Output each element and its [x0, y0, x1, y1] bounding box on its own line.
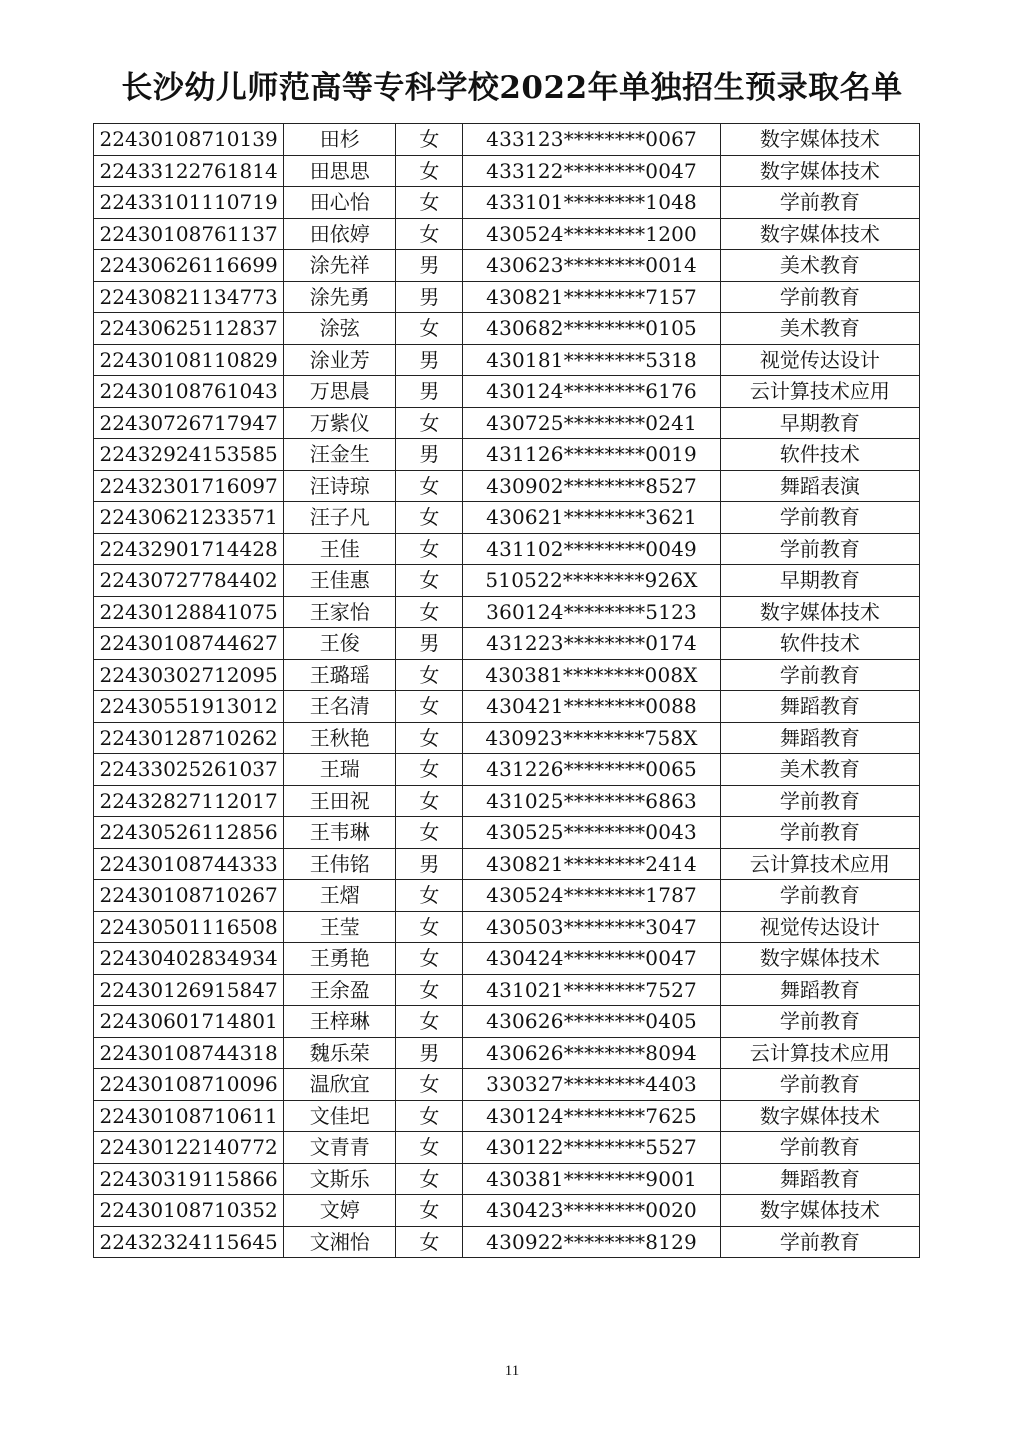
table-row: [94, 470, 920, 502]
student-name-cell: 涂业芳: [284, 344, 396, 376]
gender-cell: 女: [396, 1226, 463, 1258]
exam-number-cell: 22430108710352: [94, 1195, 284, 1227]
major-cell: 云计算技术应用: [720, 848, 919, 880]
exam-number-cell: 22430108761043: [94, 376, 284, 408]
student-name-cell: 王田祝: [284, 785, 396, 817]
id-card-cell: 430922********8129: [463, 1226, 720, 1258]
gender-cell: 女: [396, 785, 463, 817]
student-name-cell: 万思晨: [284, 376, 396, 408]
student-name-cell: 王璐瑶: [284, 659, 396, 691]
major-cell: 学前教育: [720, 502, 919, 534]
id-card-cell: 433101********1048: [463, 187, 720, 219]
gender-cell: 女: [396, 754, 463, 786]
table-row: [94, 218, 920, 250]
id-card-cell: 430423********0020: [463, 1195, 720, 1227]
major-cell: 舞蹈表演: [720, 470, 919, 502]
major-cell: 学前教育: [720, 659, 919, 691]
exam-number-cell: 22430402834934: [94, 943, 284, 975]
major-cell: 美术教育: [720, 313, 919, 345]
major-cell: 视觉传达设计: [720, 344, 919, 376]
table-row: [94, 1132, 920, 1164]
student-name-cell: 文湘怡: [284, 1226, 396, 1258]
exam-number-cell: 22432901714428: [94, 533, 284, 565]
major-cell: 云计算技术应用: [720, 1037, 919, 1069]
major-cell: 学前教育: [720, 1069, 919, 1101]
gender-cell: 女: [396, 407, 463, 439]
document-title: 长沙幼儿师范高等专科学校2022年单独招生预录取名单: [121, 70, 903, 106]
exam-number-cell: 22430108110829: [94, 344, 284, 376]
major-cell: 学前教育: [720, 880, 919, 912]
exam-number-cell: 22430821134773: [94, 281, 284, 313]
major-cell: 学前教育: [720, 1006, 919, 1038]
student-name-cell: 王家怡: [284, 596, 396, 628]
table-row: [94, 1226, 920, 1258]
major-cell: 美术教育: [720, 754, 919, 786]
exam-number-cell: 22432827112017: [94, 785, 284, 817]
id-card-cell: 430524********1200: [463, 218, 720, 250]
major-cell: 舞蹈教育: [720, 974, 919, 1006]
id-card-cell: 430725********0241: [463, 407, 720, 439]
table-row: [94, 124, 920, 156]
table-row: [94, 250, 920, 282]
table-row: [94, 691, 920, 723]
id-card-cell: 430421********0088: [463, 691, 720, 723]
table-row: [94, 911, 920, 943]
id-card-cell: 430923********758X: [463, 722, 720, 754]
gender-cell: 男: [396, 250, 463, 282]
major-cell: 学前教育: [720, 785, 919, 817]
id-card-cell: 430424********0047: [463, 943, 720, 975]
id-card-cell: 430524********1787: [463, 880, 720, 912]
id-card-cell: 430122********5527: [463, 1132, 720, 1164]
id-card-cell: 430623********0014: [463, 250, 720, 282]
gender-cell: 女: [396, 691, 463, 723]
id-card-cell: 431126********0019: [463, 439, 720, 471]
exam-number-cell: 22430526112856: [94, 817, 284, 849]
table-row: [94, 1195, 920, 1227]
gender-cell: 女: [396, 817, 463, 849]
major-cell: 数字媒体技术: [720, 1100, 919, 1132]
exam-number-cell: 22432324115645: [94, 1226, 284, 1258]
exam-number-cell: 22430601714801: [94, 1006, 284, 1038]
table-row: [94, 565, 920, 597]
table-row: [94, 722, 920, 754]
student-name-cell: 温欣宜: [284, 1069, 396, 1101]
id-card-cell: 433123********0067: [463, 124, 720, 156]
table-row: [94, 596, 920, 628]
student-name-cell: 涂弦: [284, 313, 396, 345]
table-row: [94, 1006, 920, 1038]
major-cell: 数字媒体技术: [720, 155, 919, 187]
table-row: [94, 187, 920, 219]
gender-cell: 女: [396, 218, 463, 250]
exam-number-cell: 22430621233571: [94, 502, 284, 534]
table-row: [94, 628, 920, 660]
student-name-cell: 田心怡: [284, 187, 396, 219]
table-row: [94, 1069, 920, 1101]
table-row: [94, 155, 920, 187]
exam-number-cell: 22430727784402: [94, 565, 284, 597]
id-card-cell: 510522********926X: [463, 565, 720, 597]
student-name-cell: 文佳圯: [284, 1100, 396, 1132]
exam-number-cell: 22432301716097: [94, 470, 284, 502]
gender-cell: 男: [396, 281, 463, 313]
id-card-cell: 430124********7625: [463, 1100, 720, 1132]
exam-number-cell: 22430108744318: [94, 1037, 284, 1069]
student-name-cell: 汪子凡: [284, 502, 396, 534]
major-cell: 数字媒体技术: [720, 1195, 919, 1227]
id-card-cell: 430626********8094: [463, 1037, 720, 1069]
gender-cell: 女: [396, 722, 463, 754]
gender-cell: 女: [396, 124, 463, 156]
student-name-cell: 文青青: [284, 1132, 396, 1164]
id-card-cell: 430525********0043: [463, 817, 720, 849]
gender-cell: 女: [396, 943, 463, 975]
table-row: [94, 533, 920, 565]
major-cell: 数字媒体技术: [720, 124, 919, 156]
major-cell: 学前教育: [720, 187, 919, 219]
table-row: [94, 848, 920, 880]
table-row: [94, 407, 920, 439]
gender-cell: 女: [396, 565, 463, 597]
exam-number-cell: 22430128710262: [94, 722, 284, 754]
table-row: [94, 785, 920, 817]
gender-cell: 女: [396, 880, 463, 912]
gender-cell: 女: [396, 155, 463, 187]
table-row: [94, 880, 920, 912]
gender-cell: 女: [396, 1100, 463, 1132]
id-card-cell: 430821********2414: [463, 848, 720, 880]
student-name-cell: 汪诗琼: [284, 470, 396, 502]
major-cell: 视觉传达设计: [720, 911, 919, 943]
gender-cell: 女: [396, 1006, 463, 1038]
id-card-cell: 431102********0049: [463, 533, 720, 565]
id-card-cell: 430181********5318: [463, 344, 720, 376]
gender-cell: 女: [396, 1132, 463, 1164]
gender-cell: 女: [396, 1163, 463, 1195]
major-cell: 学前教育: [720, 1132, 919, 1164]
major-cell: 舞蹈教育: [720, 1163, 919, 1195]
table-row: [94, 502, 920, 534]
exam-number-cell: 22430625112837: [94, 313, 284, 345]
student-name-cell: 王俊: [284, 628, 396, 660]
student-name-cell: 王梓琳: [284, 1006, 396, 1038]
student-name-cell: 汪金生: [284, 439, 396, 471]
major-cell: 美术教育: [720, 250, 919, 282]
exam-number-cell: 22430126915847: [94, 974, 284, 1006]
id-card-cell: 431223********0174: [463, 628, 720, 660]
gender-cell: 男: [396, 628, 463, 660]
gender-cell: 女: [396, 1069, 463, 1101]
id-card-cell: 430626********0405: [463, 1006, 720, 1038]
major-cell: 数字媒体技术: [720, 218, 919, 250]
table-row: [94, 974, 920, 1006]
student-name-cell: 王佳: [284, 533, 396, 565]
id-card-cell: 430381********008X: [463, 659, 720, 691]
gender-cell: 女: [396, 659, 463, 691]
student-name-cell: 王佳惠: [284, 565, 396, 597]
table-row: [94, 313, 920, 345]
gender-cell: 男: [396, 344, 463, 376]
student-name-cell: 王名清: [284, 691, 396, 723]
major-cell: 软件技术: [720, 439, 919, 471]
gender-cell: 女: [396, 596, 463, 628]
exam-number-cell: 22430128841075: [94, 596, 284, 628]
student-name-cell: 文婷: [284, 1195, 396, 1227]
student-name-cell: 王熠: [284, 880, 396, 912]
id-card-cell: 430682********0105: [463, 313, 720, 345]
table-row: [94, 439, 920, 471]
table-row: [94, 281, 920, 313]
table-row: [94, 376, 920, 408]
gender-cell: 女: [396, 974, 463, 1006]
student-name-cell: 田依婷: [284, 218, 396, 250]
gender-cell: 女: [396, 533, 463, 565]
id-card-cell: 430381********9001: [463, 1163, 720, 1195]
exam-number-cell: 22430108761137: [94, 218, 284, 250]
student-name-cell: 王韦琳: [284, 817, 396, 849]
exam-number-cell: 22430108710096: [94, 1069, 284, 1101]
exam-number-cell: 22430319115866: [94, 1163, 284, 1195]
gender-cell: 女: [396, 502, 463, 534]
id-card-cell: 360124********5123: [463, 596, 720, 628]
admission-table: [93, 123, 920, 1258]
gender-cell: 女: [396, 911, 463, 943]
major-cell: 数字媒体技术: [720, 596, 919, 628]
exam-number-cell: 22430501116508: [94, 911, 284, 943]
gender-cell: 男: [396, 439, 463, 471]
major-cell: 学前教育: [720, 533, 919, 565]
exam-number-cell: 22430108744627: [94, 628, 284, 660]
student-name-cell: 魏乐荣: [284, 1037, 396, 1069]
gender-cell: 男: [396, 848, 463, 880]
student-name-cell: 田杉: [284, 124, 396, 156]
id-card-cell: 430124********6176: [463, 376, 720, 408]
major-cell: 学前教育: [720, 281, 919, 313]
id-card-cell: 431226********0065: [463, 754, 720, 786]
table-row: [94, 1100, 920, 1132]
student-name-cell: 文斯乐: [284, 1163, 396, 1195]
id-card-cell: 433122********0047: [463, 155, 720, 187]
student-name-cell: 涂先勇: [284, 281, 396, 313]
exam-number-cell: 22430626116699: [94, 250, 284, 282]
exam-number-cell: 22433025261037: [94, 754, 284, 786]
table-row: [94, 344, 920, 376]
exam-number-cell: 22433101110719: [94, 187, 284, 219]
id-card-cell: 430621********3621: [463, 502, 720, 534]
exam-number-cell: 22430726717947: [94, 407, 284, 439]
page-number: 11: [504, 1363, 520, 1379]
major-cell: 舞蹈教育: [720, 691, 919, 723]
exam-number-cell: 22433122761814: [94, 155, 284, 187]
student-name-cell: 王余盈: [284, 974, 396, 1006]
table-row: [94, 754, 920, 786]
student-name-cell: 王伟铭: [284, 848, 396, 880]
major-cell: 学前教育: [720, 817, 919, 849]
major-cell: 云计算技术应用: [720, 376, 919, 408]
major-cell: 数字媒体技术: [720, 943, 919, 975]
student-name-cell: 涂先祥: [284, 250, 396, 282]
gender-cell: 男: [396, 1037, 463, 1069]
gender-cell: 女: [396, 1195, 463, 1227]
student-name-cell: 王秋艳: [284, 722, 396, 754]
student-name-cell: 王莹: [284, 911, 396, 943]
gender-cell: 女: [396, 470, 463, 502]
exam-number-cell: 22430108710139: [94, 124, 284, 156]
exam-number-cell: 22430551913012: [94, 691, 284, 723]
id-card-cell: 431025********6863: [463, 785, 720, 817]
table-row: [94, 817, 920, 849]
table-row: [94, 1037, 920, 1069]
exam-number-cell: 22430302712095: [94, 659, 284, 691]
id-card-cell: 430821********7157: [463, 281, 720, 313]
exam-number-cell: 22430122140772: [94, 1132, 284, 1164]
major-cell: 早期教育: [720, 565, 919, 597]
id-card-cell: 431021********7527: [463, 974, 720, 1006]
gender-cell: 男: [396, 376, 463, 408]
major-cell: 学前教育: [720, 1226, 919, 1258]
major-cell: 软件技术: [720, 628, 919, 660]
major-cell: 舞蹈教育: [720, 722, 919, 754]
student-name-cell: 田思思: [284, 155, 396, 187]
id-card-cell: 330327********4403: [463, 1069, 720, 1101]
id-card-cell: 430902********8527: [463, 470, 720, 502]
admission-table-body: [94, 124, 920, 1258]
exam-number-cell: 22430108710611: [94, 1100, 284, 1132]
gender-cell: 女: [396, 313, 463, 345]
major-cell: 早期教育: [720, 407, 919, 439]
exam-number-cell: 22430108744333: [94, 848, 284, 880]
student-name-cell: 王瑞: [284, 754, 396, 786]
id-card-cell: 430503********3047: [463, 911, 720, 943]
student-name-cell: 万紫仪: [284, 407, 396, 439]
student-name-cell: 王勇艳: [284, 943, 396, 975]
table-row: [94, 659, 920, 691]
table-row: [94, 1163, 920, 1195]
exam-number-cell: 22430108710267: [94, 880, 284, 912]
table-row: [94, 943, 920, 975]
gender-cell: 女: [396, 187, 463, 219]
exam-number-cell: 22432924153585: [94, 439, 284, 471]
